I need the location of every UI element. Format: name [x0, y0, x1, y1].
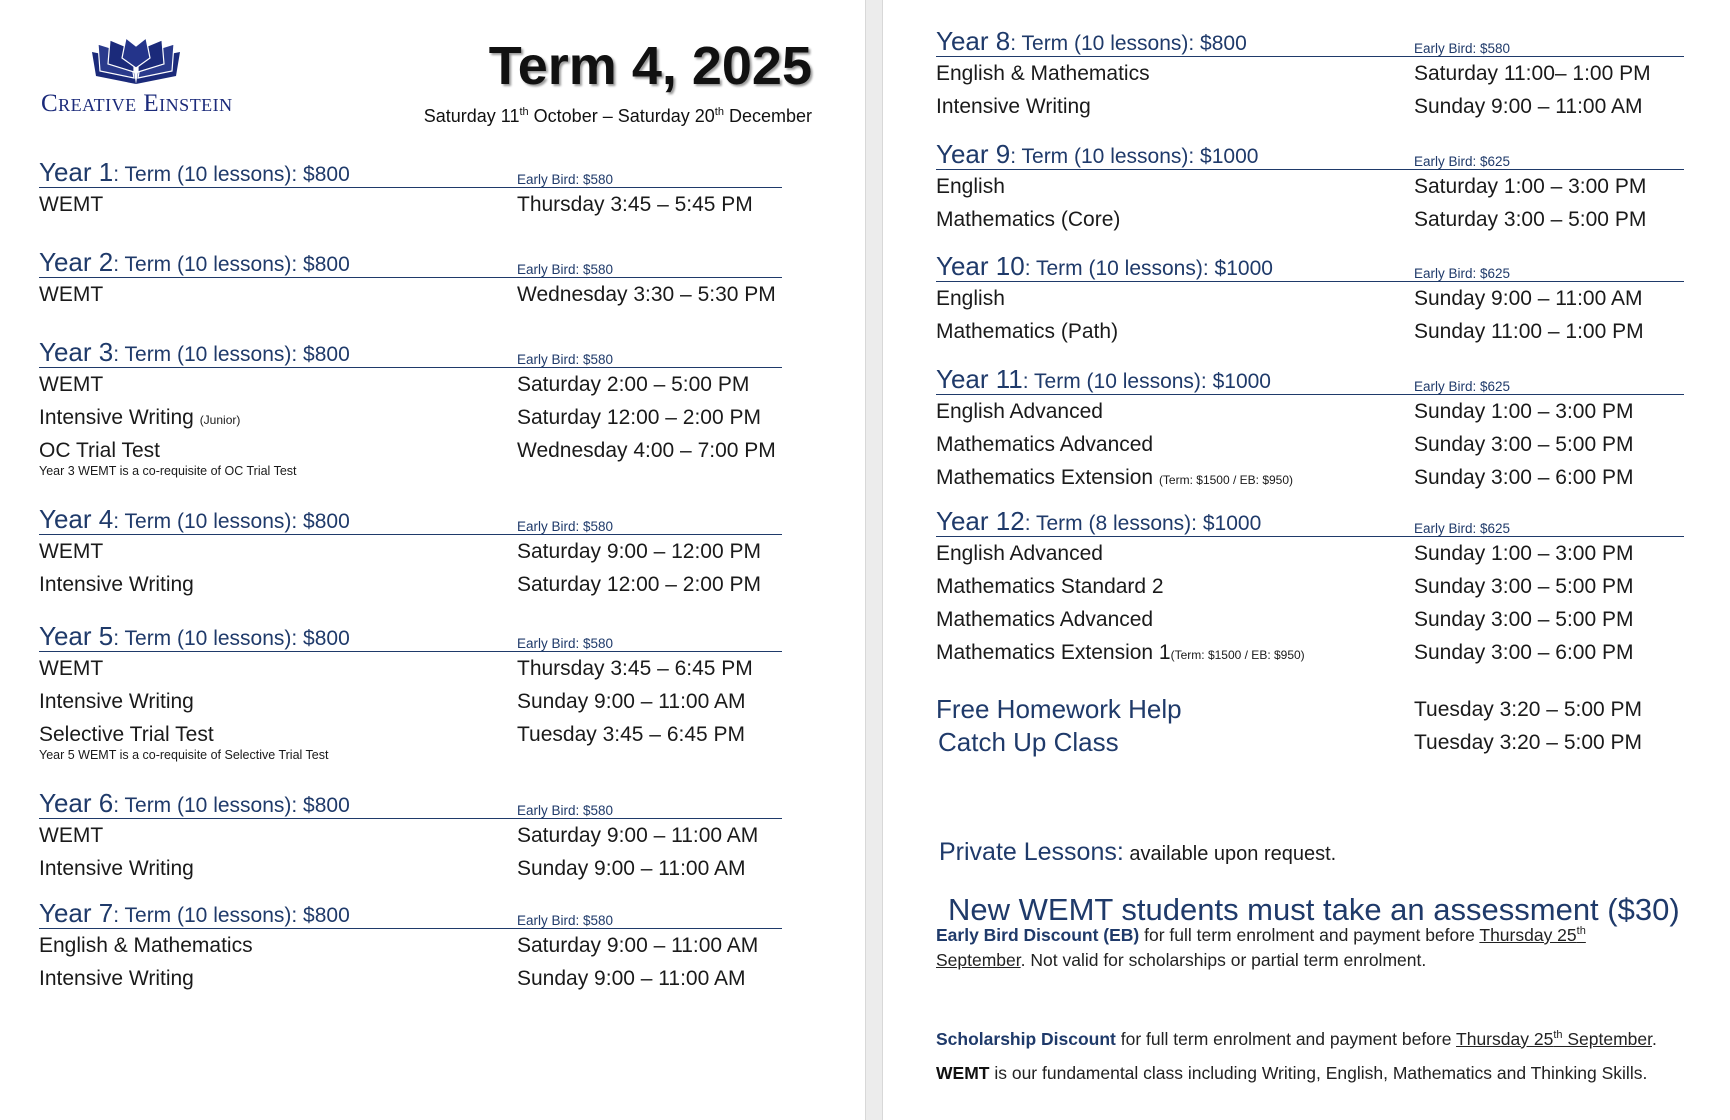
class-subject: Mathematics Advanced — [936, 433, 1154, 456]
class-subject: English Advanced — [936, 542, 1103, 565]
class-subject: English & Mathematics — [39, 934, 253, 957]
year-header — [936, 139, 1684, 170]
class-time: Saturday 1:00 – 3:00 PM — [1414, 175, 1647, 198]
class-row — [39, 685, 782, 718]
class-subject: Intensive Writing — [39, 967, 194, 990]
year-block — [936, 506, 1684, 669]
class-time: Sunday 3:00 – 6:00 PM — [1414, 466, 1634, 489]
co-requisite-note: Year 5 WEMT is a co-requisite of Selective Trial Test — [39, 748, 329, 762]
class-row — [39, 568, 782, 601]
class-subject: Intensive Writing (Junior) — [39, 406, 241, 429]
year-title: Year 7: Term (10 lessons): $800 — [39, 898, 350, 928]
homework-help-time: Tuesday 3:20 – 5:00 PM — [1414, 698, 1643, 721]
class-time: Sunday 3:00 – 5:00 PM — [1414, 608, 1634, 631]
year-title: Year 11: Term (10 lessons): $1000 — [936, 364, 1271, 394]
class-time: Sunday 9:00 – 11:00 AM — [1414, 95, 1643, 118]
class-subject: English & Mathematics — [936, 62, 1150, 85]
year-title: Year 2: Term (10 lessons): $800 — [39, 247, 350, 277]
class-time: Sunday 3:00 – 5:00 PM — [1414, 575, 1634, 598]
year-block — [39, 898, 782, 995]
year-title: Year 6: Term (10 lessons): $800 — [39, 788, 350, 818]
early-bird-note: Early Bird Discount (EB) for full term enrolment and payment before Thursday 25th September. Not valid for scholarships or partial term enrolment. — [936, 924, 1586, 970]
year-header — [39, 337, 782, 368]
year-header — [936, 26, 1684, 57]
class-row — [936, 282, 1684, 315]
scholarship-note: Scholarship Discount for full term enrolment and payment before Thursday 25th September. — [936, 1028, 1657, 1049]
class-row — [39, 434, 782, 467]
private-lessons — [939, 838, 1336, 867]
class-subject: WEMT — [39, 373, 104, 396]
right-page — [883, 0, 1730, 1120]
class-time: Sunday 9:00 – 11:00 AM — [517, 857, 746, 880]
class-row — [39, 652, 782, 685]
year-header — [39, 247, 782, 278]
assessment-notice: New WEMT students must take an assessment ($30) — [948, 892, 1680, 927]
year-block — [39, 337, 782, 480]
class-time: Saturday 9:00 – 12:00 PM — [517, 540, 761, 563]
class-row — [39, 188, 782, 221]
year-title: Year 8: Term (10 lessons): $800 — [936, 26, 1247, 56]
class-row — [936, 603, 1684, 636]
early-bird-price: Early Bird: $580 — [517, 262, 614, 277]
class-row — [39, 278, 782, 311]
brand-name: Creative Einstein — [41, 90, 233, 117]
class-subject: English — [936, 175, 1005, 198]
class-row — [936, 57, 1684, 90]
class-time: Thursday 3:45 – 5:45 PM — [517, 193, 753, 216]
class-row — [936, 203, 1684, 236]
year-header — [39, 788, 782, 819]
class-time: Sunday 3:00 – 6:00 PM — [1414, 641, 1634, 664]
class-time: Tuesday 3:45 – 6:45 PM — [517, 723, 746, 746]
class-row — [936, 395, 1684, 428]
term-dates: Saturday 11th October – Saturday 20th December — [423, 106, 812, 126]
class-row — [936, 428, 1684, 461]
class-subject: WEMT — [39, 540, 104, 563]
early-bird-price: Early Bird: $580 — [1414, 41, 1511, 56]
co-requisite-note: Year 3 WEMT is a co-requisite of OC Trial Test — [39, 464, 297, 478]
class-row — [39, 718, 782, 751]
year-block — [936, 139, 1684, 236]
class-row — [936, 170, 1684, 203]
class-row — [39, 401, 782, 434]
class-row — [39, 852, 782, 885]
early-bird-price: Early Bird: $625 — [1414, 379, 1511, 394]
class-subject: Mathematics (Path) — [936, 320, 1119, 343]
year-block — [39, 788, 782, 885]
homework-help-label: Free Homework Help — [936, 694, 1182, 724]
class-time: Saturday 12:00 – 2:00 PM — [517, 406, 761, 429]
year-header — [39, 898, 782, 929]
class-row — [39, 819, 782, 852]
class-time: Sunday 9:00 – 11:00 AM — [517, 690, 746, 713]
year-title: Year 9: Term (10 lessons): $1000 — [936, 139, 1259, 169]
class-time: Saturday 3:00 – 5:00 PM — [1414, 208, 1647, 231]
class-row — [936, 537, 1684, 570]
class-time: Thursday 3:45 – 6:45 PM — [517, 657, 753, 680]
early-bird-price: Early Bird: $580 — [517, 636, 614, 651]
class-row — [936, 570, 1684, 603]
class-row — [936, 461, 1684, 494]
class-subject: WEMT — [39, 283, 104, 306]
private-lessons-label: Private Lessons: — [939, 838, 1124, 866]
class-row — [936, 636, 1684, 669]
open-book-icon — [88, 38, 184, 88]
year-block — [39, 247, 782, 311]
class-time: Saturday 12:00 – 2:00 PM — [517, 573, 761, 596]
class-time: Saturday 9:00 – 11:00 AM — [517, 824, 759, 847]
year-title: Year 1: Term (10 lessons): $800 — [39, 157, 350, 187]
class-subject: Mathematics (Core) — [936, 208, 1121, 231]
early-bird-price: Early Bird: $625 — [1414, 521, 1511, 536]
class-row — [39, 535, 782, 568]
year-header — [39, 504, 782, 535]
class-time: Sunday 11:00 – 1:00 PM — [1414, 320, 1644, 343]
class-row — [39, 962, 782, 995]
class-subject: Mathematics Standard 2 — [936, 575, 1164, 598]
year-header — [39, 621, 782, 652]
class-time: Sunday 1:00 – 3:00 PM — [1414, 400, 1634, 423]
year-block — [936, 26, 1684, 123]
catch-up-time: Tuesday 3:20 – 5:00 PM — [1414, 731, 1643, 754]
private-lessons-text: available upon request. — [1123, 843, 1337, 865]
year-header — [936, 364, 1684, 395]
year-header — [936, 251, 1684, 282]
class-subject: Intensive Writing — [39, 573, 194, 596]
class-subject: Mathematics Extension 1(Term: $1500 / EB: $950) — [936, 641, 1305, 664]
class-subject: Intensive Writing — [39, 857, 194, 880]
page-gutter — [865, 0, 883, 1120]
class-row — [39, 929, 782, 962]
early-bird-price: Early Bird: $580 — [517, 803, 614, 818]
early-bird-price: Early Bird: $580 — [517, 172, 614, 187]
year-block — [39, 621, 782, 764]
class-row — [936, 90, 1684, 123]
class-time: Wednesday 3:30 – 5:30 PM — [517, 283, 776, 306]
year-title: Year 10: Term (10 lessons): $1000 — [936, 251, 1273, 281]
early-bird-price: Early Bird: $625 — [1414, 154, 1511, 169]
class-subject: Intensive Writing — [936, 95, 1091, 118]
class-subject: WEMT — [39, 193, 104, 216]
class-time: Sunday 9:00 – 11:00 AM — [1414, 287, 1643, 310]
logo — [38, 38, 238, 118]
class-time: Saturday 2:00 – 5:00 PM — [517, 373, 750, 396]
early-bird-price: Early Bird: $580 — [517, 519, 614, 534]
year-title: Year 3: Term (10 lessons): $800 — [39, 337, 350, 367]
class-time: Wednesday 4:00 – 7:00 PM — [517, 439, 776, 462]
class-subject: OC Trial Test — [39, 439, 160, 462]
class-time: Saturday 9:00 – 11:00 AM — [517, 934, 759, 957]
year-block — [39, 157, 782, 221]
class-subject: Selective Trial Test — [39, 723, 214, 746]
class-subject: English — [936, 287, 1005, 310]
class-time: Sunday 9:00 – 11:00 AM — [517, 967, 746, 990]
year-title: Year 5: Term (10 lessons): $800 — [39, 621, 350, 651]
class-subject: WEMT — [39, 657, 104, 680]
page-title: Term 4, 2025 — [488, 36, 812, 96]
catch-up-label: Catch Up Class — [938, 727, 1119, 757]
wemt-note: WEMT is our fundamental class including Writing, English, Mathematics and Thinking Skills. — [936, 1063, 1648, 1083]
class-time: Sunday 1:00 – 3:00 PM — [1414, 542, 1634, 565]
class-subject: WEMT — [39, 824, 104, 847]
class-time: Saturday 11:00– 1:00 PM — [1414, 62, 1651, 85]
year-block — [936, 364, 1684, 494]
year-title: Year 4: Term (10 lessons): $800 — [39, 504, 350, 534]
class-row — [39, 368, 782, 401]
year-header — [936, 506, 1684, 537]
class-subject: Intensive Writing — [39, 690, 194, 713]
early-bird-price: Early Bird: $580 — [517, 913, 614, 928]
year-block — [936, 251, 1684, 348]
year-title: Year 12: Term (8 lessons): $1000 — [936, 506, 1262, 536]
class-row — [936, 315, 1684, 348]
year-header — [39, 157, 782, 188]
class-subject: Mathematics Advanced — [936, 608, 1154, 631]
early-bird-price: Early Bird: $580 — [517, 352, 614, 367]
year-block — [39, 504, 782, 601]
class-time: Sunday 3:00 – 5:00 PM — [1414, 433, 1634, 456]
early-bird-price: Early Bird: $625 — [1414, 266, 1511, 281]
class-subject: Mathematics Extension (Term: $1500 / EB: $950) — [936, 466, 1294, 489]
class-subject: English Advanced — [936, 400, 1103, 423]
